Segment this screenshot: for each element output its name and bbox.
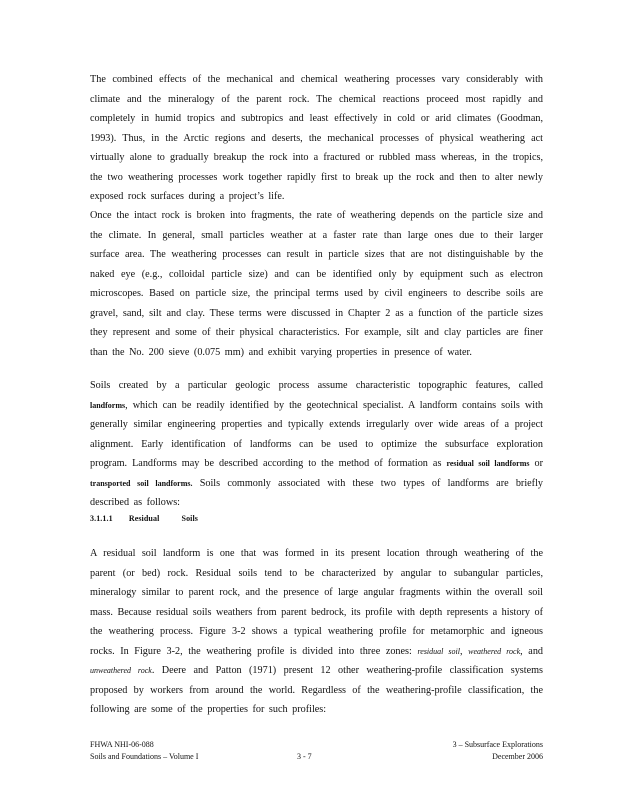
paragraph-residual-soil: [90, 544, 543, 720]
term-residual-soil-landforms: residual soil landforms: [446, 459, 530, 468]
zone-unweathered-rock: unweathered rock: [90, 666, 152, 675]
paragraph-text: A residual soil landform is one that was formed in its present location through weathering of the parent (or bed) rock. Residual soils tend to be characterized by angular to subangular particles, mineralogy similar to parent rock, and the presence of large angular fragments within the overall soil mass. Because residual soils weathers from parent bedrock, its profile with depth represents a history of the weathering process. Figure 3-2 shows a typical weathering profile for metamorphic and igneous rocks. In Figure 3-2, the weathering profile is divided into three zones:: [90, 548, 543, 657]
paragraph-landforms: [90, 376, 543, 513]
page-footer: [90, 739, 543, 769]
zone-residual-soil: residual soil: [417, 646, 460, 656]
paragraph-particle-size: Once the intact rock is broken into fragments, the rate of weathering depends on the particle size and the climate. In general, small particles weather at a faster rate than large ones due to their larger surface area. The weathering processes can result in particle sizes that are not distinguishable by the naked eye (e.g., colloidal particle size) and can be identified only by equipment such as electron microscopes. Based on particle size, the principal terms used by civil engineers to describe soils are gravel, sand, silt and clay. These terms were discussed in Chapter 2 as a function of the particle sizes they represent and some of their physical characteristics. For example, silt and clay particles are finer than the No. 200 sieve (0.075 mm) and exhibit varying properties in presence of water.: [90, 210, 543, 358]
page-number: 3 - 7: [297, 752, 312, 761]
paragraph-text: Soils commonly associated with these two types of landforms are briefly described as follows:: [90, 477, 543, 508]
footer-chapter: 3 – Subsurface Explorations: [452, 740, 543, 749]
paragraph-text: , and: [520, 645, 544, 657]
zone-weathered-rock: weathered rock: [468, 646, 521, 656]
section-number: 3.1.1.1: [90, 514, 113, 523]
paragraph-text: Soils created by a particular geologic process assume characteristic topographic features, called: [90, 380, 543, 391]
section-title-word: Soils: [181, 514, 199, 523]
term-transported-soil-landforms: transported soil landforms.: [90, 478, 193, 488]
footer-right: [453, 739, 543, 763]
section-title-word: Residual: [128, 514, 160, 523]
footer-document-id: FHWA NHI-06-088: [90, 740, 154, 749]
footer-date: December 2006: [492, 752, 543, 761]
term-landforms: landforms: [90, 400, 126, 410]
footer-left: [90, 739, 198, 763]
footer-document-title: Soils and Foundations – Volume I: [90, 752, 199, 761]
paragraph-weathering-climate: The combined effects of the mechanical and chemical weathering processes vary considerably with climate and the mineralogy of the parent rock. The chemical reactions proceed most rapidly and completely in humid tropics and subtropics and least effectively in cold or arid climates (Goodman, 1993). Thus, in the Arctic regions and deserts, the mechanical processes of physical weathering act virtually alone to gradually breakup the rock into a fractured or rubbled mass whereas, in the tropics, the two weathering processes work together rapidly first to break up the rock and then to alter newly exposed rock surfaces during a project’s life.: [90, 74, 543, 202]
paragraph-text: ,: [460, 645, 469, 657]
section-heading-residual-soils: [90, 514, 198, 523]
paragraph-text: . Deere and Patton (1971) present 12 other weathering-profile classification systems proposed by workers from around the world. Regardless of the weathering-profile classification, the following are some of the properties for such profiles:: [90, 665, 543, 715]
paragraph-text: , which can be readily identified by the geotechnical specialist. A landform contains soils with generally similar engineering properties and typically extends irregularly over wide areas of a project alignment. Early identification of landforms can be used to optimize the subsurface exploration program. Landforms may be described according to the method of formation as: [90, 399, 543, 469]
paragraph-text: or: [529, 458, 543, 469]
